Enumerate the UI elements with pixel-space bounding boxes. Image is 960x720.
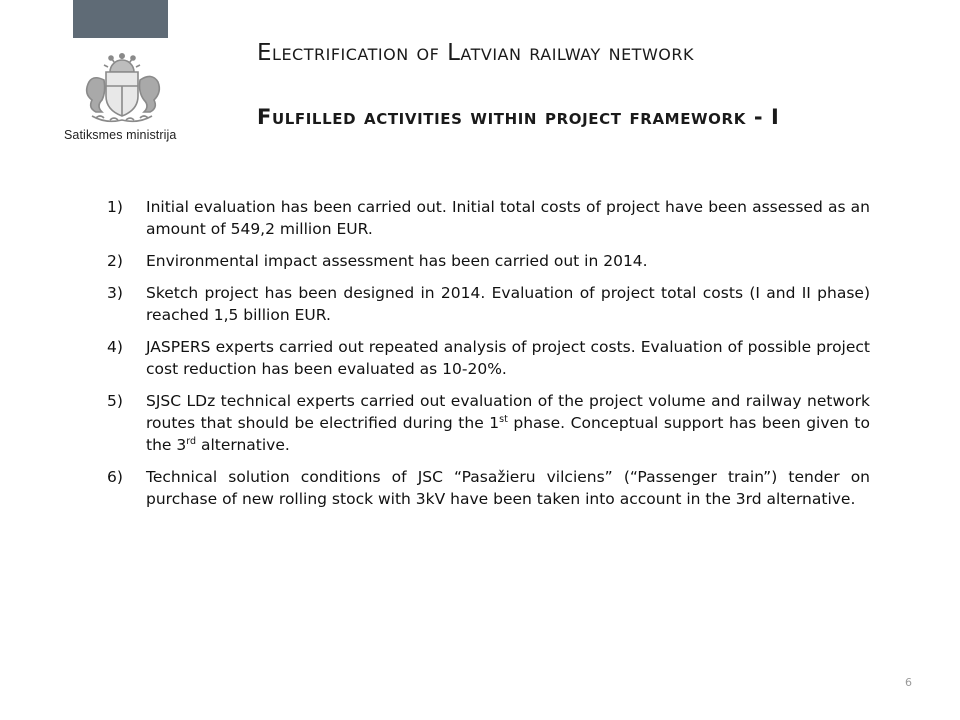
list-item-text: Technical solution conditions of JSC “Pasažieru vilciens” (“Passenger train”) tender on purchase of new rolling stock with 3kV have been taken into account in the 3rd alternative. — [146, 468, 870, 508]
list-item-number: 2) — [107, 252, 123, 270]
page-subtitle: Fulfilled activities within project framework - I — [257, 105, 780, 129]
list-item-text: Initial evaluation has been carried out. Initial total costs of project have been assessed as an amount of 549,2 million EUR. — [146, 198, 870, 238]
list-item — [107, 250, 870, 272]
list-item — [107, 336, 870, 380]
ministry-name: Satiksmes ministrija — [64, 128, 177, 142]
list-item — [107, 196, 870, 240]
list-item-text: Sketch project has been designed in 2014. Evaluation of project total costs (I and II phase) reached 1,5 billion EUR. — [146, 284, 870, 324]
list-item-number: 4) — [107, 338, 123, 356]
ordinal-superscript: rd — [186, 435, 197, 447]
page-title: Electrification of Latvian railway network — [257, 40, 694, 66]
list-item-text: JASPERS experts carried out repeated analysis of project costs. Evaluation of possible project cost reduction has been evaluated as 10-20%. — [146, 338, 870, 378]
list-item-number: 1) — [107, 198, 123, 216]
header-color-bar — [73, 0, 168, 38]
list-item — [107, 390, 870, 456]
list-item-text-part: phase. Conceptual support has been given to the 3 — [146, 414, 870, 454]
list-item — [107, 466, 870, 510]
list-item-text-part: SJSC LDz technical experts carried out evaluation of the project volume and railway network routes that should be electrified during the 1 — [146, 392, 870, 432]
list-item-number: 6) — [107, 468, 123, 486]
list-item — [107, 282, 870, 326]
activities-list — [107, 196, 870, 520]
list-item-text: Environmental impact assessment has been carried out in 2014. — [146, 252, 648, 270]
coat-of-arms-icon — [66, 50, 178, 126]
list-item-number: 5) — [107, 392, 123, 410]
list-item-number: 3) — [107, 284, 123, 302]
ordinal-superscript: st — [499, 413, 508, 425]
list-item-text-part: alternative. — [196, 436, 290, 454]
page-number: 6 — [905, 676, 912, 689]
